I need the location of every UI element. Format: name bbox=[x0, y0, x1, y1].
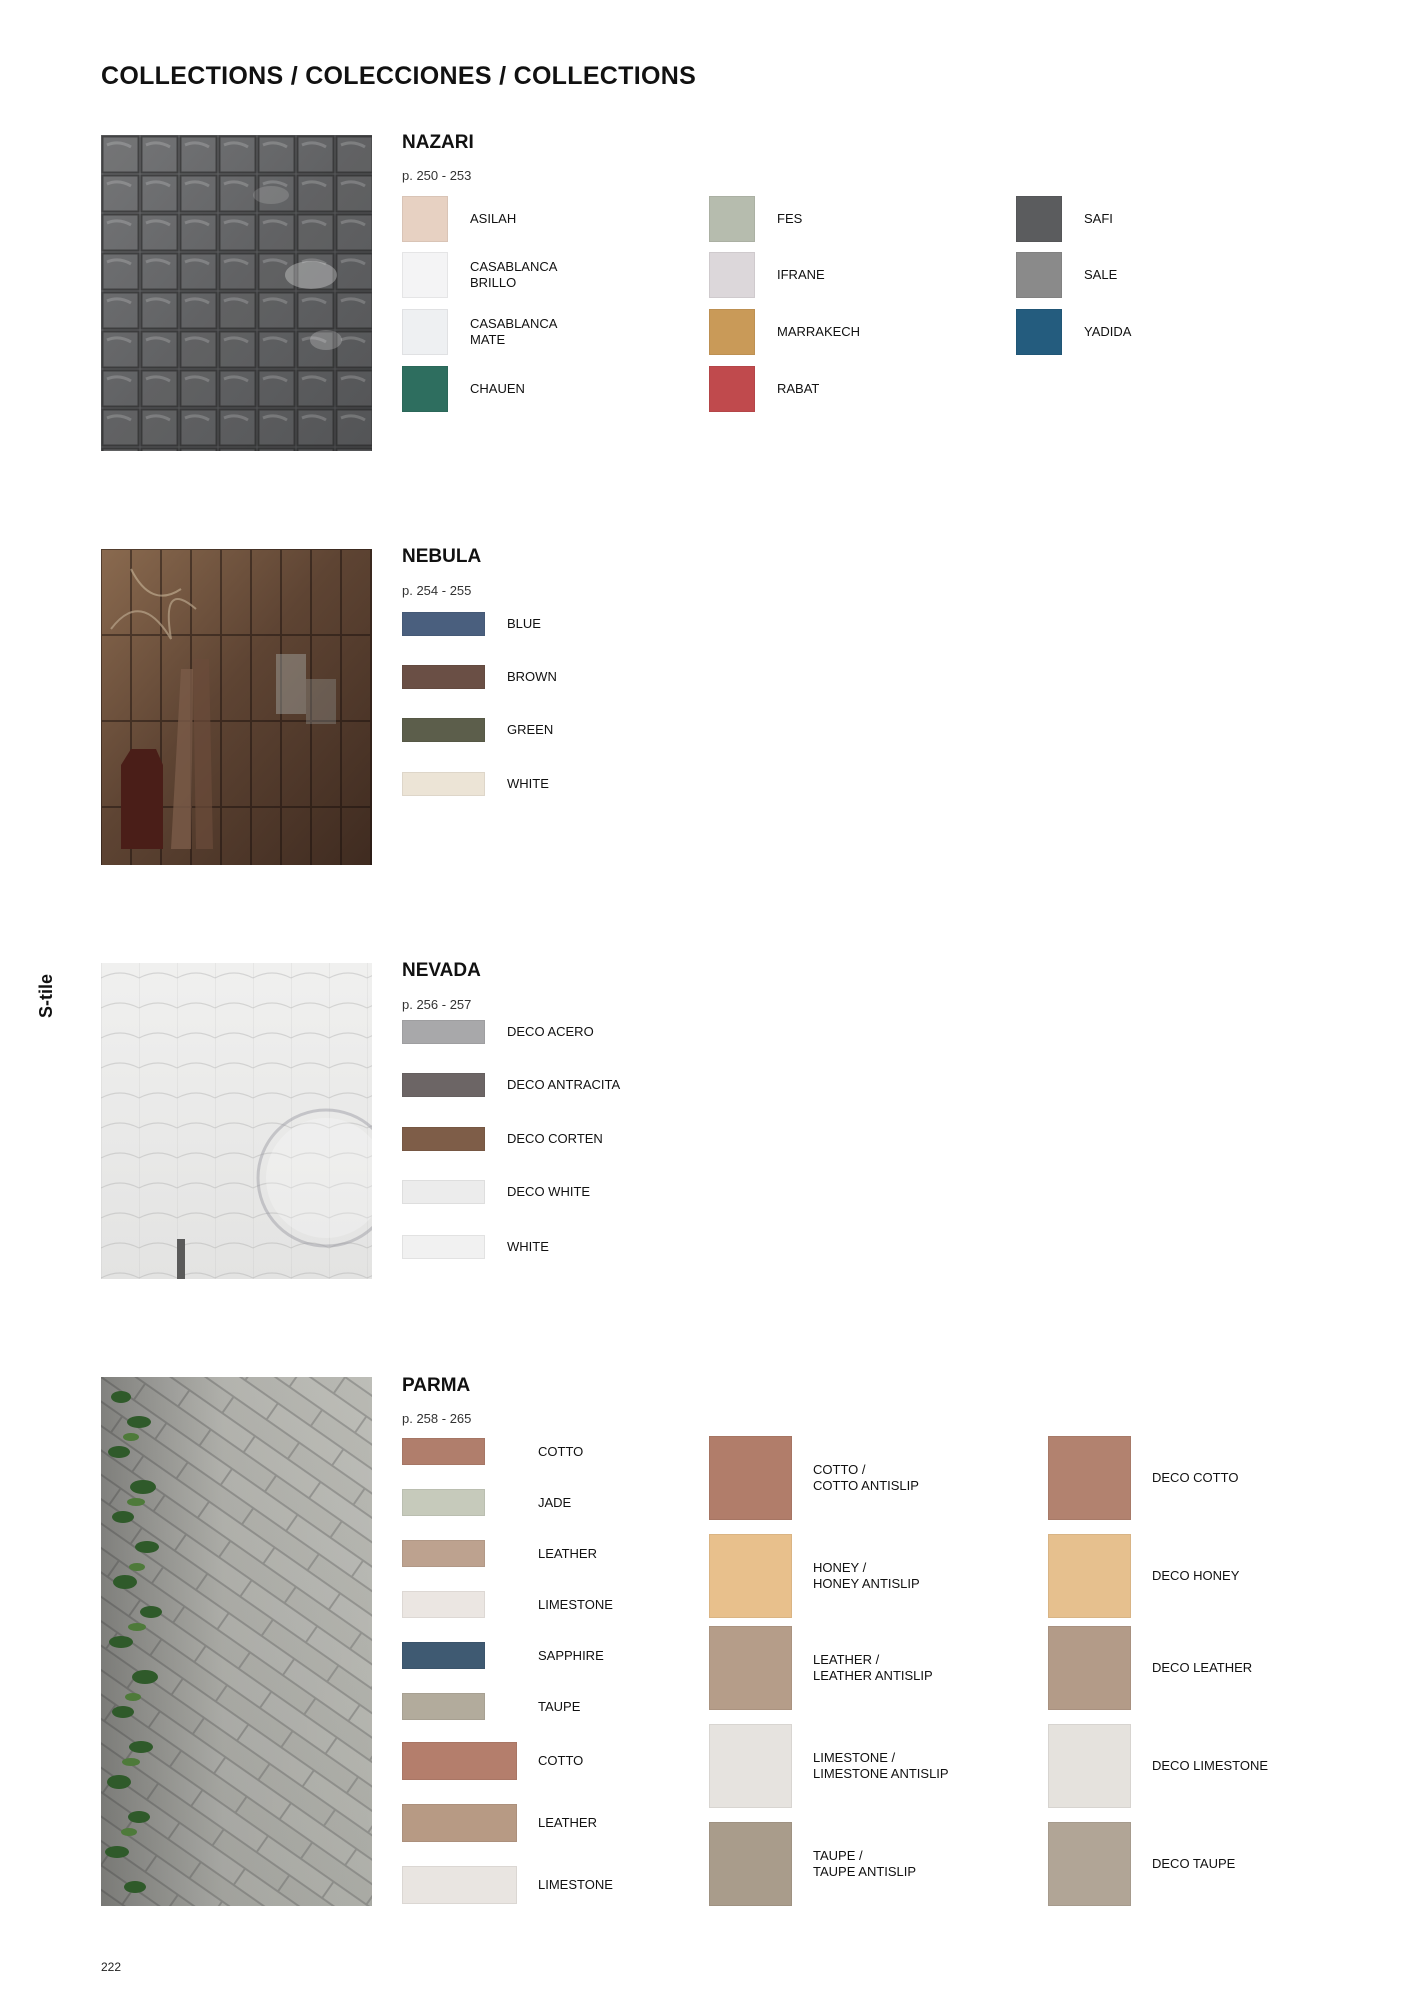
color-label bbox=[1084, 267, 1117, 283]
color-label bbox=[813, 1848, 916, 1880]
color-label bbox=[538, 1444, 583, 1460]
color-swatch bbox=[709, 366, 755, 412]
color-label bbox=[813, 1750, 949, 1782]
color-label bbox=[1152, 1470, 1238, 1486]
color-swatch bbox=[402, 1540, 485, 1567]
color-swatch bbox=[709, 1822, 792, 1906]
color-label bbox=[470, 259, 557, 291]
color-label bbox=[1152, 1568, 1239, 1584]
color-swatch bbox=[1016, 309, 1062, 355]
color-label bbox=[507, 776, 549, 792]
color-swatch bbox=[709, 1436, 792, 1520]
color-swatch bbox=[402, 1020, 485, 1044]
color-label-line: LIMESTONE / bbox=[813, 1750, 896, 1765]
color-label-line: DECO CORTEN bbox=[507, 1131, 603, 1146]
color-swatch bbox=[402, 718, 485, 742]
color-label bbox=[470, 316, 557, 348]
color-swatch bbox=[709, 252, 755, 298]
color-label bbox=[538, 1597, 613, 1613]
color-label-line: YADIDA bbox=[1084, 324, 1132, 339]
color-label-line: DECO WHITE bbox=[507, 1184, 591, 1199]
color-label-line: DECO ACERO bbox=[507, 1024, 594, 1039]
color-label-line: DECO COTTO bbox=[1152, 1470, 1239, 1485]
color-label-line: DECO ANTRACITA bbox=[507, 1077, 621, 1092]
color-label-line: BRILLO bbox=[470, 275, 517, 290]
color-swatch bbox=[709, 1724, 792, 1808]
color-swatch bbox=[1016, 196, 1062, 242]
color-label bbox=[813, 1560, 920, 1592]
color-label-line: LIMESTONE bbox=[538, 1877, 613, 1892]
color-label-line: TAUPE / bbox=[813, 1848, 863, 1863]
color-label bbox=[538, 1546, 597, 1562]
color-label-line: IFRANE bbox=[777, 267, 825, 282]
color-label bbox=[538, 1495, 571, 1511]
color-label bbox=[777, 267, 825, 283]
color-label bbox=[777, 381, 819, 397]
color-label-line: LEATHER / bbox=[813, 1652, 880, 1667]
color-label-line: CASABLANCA bbox=[470, 259, 558, 274]
color-label-line: BROWN bbox=[507, 669, 557, 684]
color-label bbox=[1152, 1758, 1268, 1774]
color-swatch bbox=[402, 1642, 485, 1669]
color-swatch bbox=[709, 309, 755, 355]
color-label-line: BLUE bbox=[507, 616, 541, 631]
color-swatch bbox=[1048, 1626, 1131, 1710]
color-label bbox=[507, 1239, 549, 1255]
color-label bbox=[1152, 1856, 1235, 1872]
color-swatch bbox=[402, 612, 485, 636]
color-swatch bbox=[402, 366, 448, 412]
color-label-line: GREEN bbox=[507, 722, 554, 737]
color-label bbox=[538, 1815, 597, 1831]
color-swatch bbox=[402, 1073, 485, 1097]
color-label-line: HONEY / bbox=[813, 1560, 867, 1575]
color-label bbox=[470, 381, 525, 397]
color-swatch bbox=[402, 1127, 485, 1151]
color-label-line: LIMESTONE bbox=[538, 1596, 613, 1612]
color-label-line: HONEY ANTISLIP bbox=[813, 1576, 920, 1591]
nazari-collection-photo bbox=[101, 135, 372, 451]
color-swatch bbox=[402, 252, 448, 298]
color-label-line: JADE bbox=[538, 1494, 572, 1510]
color-label bbox=[1084, 324, 1131, 340]
color-label bbox=[507, 1077, 620, 1093]
color-label bbox=[538, 1753, 583, 1769]
color-label bbox=[507, 1131, 603, 1147]
collection-pages-nebula: p. 254 - 255 bbox=[402, 583, 472, 598]
color-swatch bbox=[709, 196, 755, 242]
collection-pages-nevada: p. 256 - 257 bbox=[402, 997, 472, 1012]
color-swatch bbox=[402, 1866, 517, 1904]
color-swatch bbox=[1048, 1822, 1131, 1906]
color-label-line: CASABLANCA bbox=[470, 316, 558, 331]
color-label-line: LEATHER bbox=[538, 1815, 597, 1830]
color-swatch bbox=[709, 1534, 792, 1618]
collection-title-nebula: NEBULA bbox=[402, 546, 482, 567]
color-label-line: DECO LEATHER bbox=[1152, 1660, 1253, 1675]
color-label bbox=[538, 1648, 604, 1664]
color-label bbox=[507, 1184, 590, 1200]
color-label-line: LEATHER bbox=[538, 1545, 597, 1561]
color-swatch bbox=[1048, 1534, 1131, 1618]
color-label bbox=[538, 1877, 613, 1893]
color-label-line: SAFI bbox=[1084, 211, 1113, 226]
color-swatch bbox=[402, 309, 448, 355]
parma-collection-photo bbox=[101, 1377, 372, 1906]
color-swatch bbox=[402, 1438, 485, 1465]
color-label-line: RABAT bbox=[777, 381, 820, 396]
color-label-line: CHAUEN bbox=[470, 381, 525, 396]
color-swatch bbox=[1048, 1436, 1131, 1520]
color-label bbox=[470, 211, 516, 227]
color-swatch bbox=[402, 1693, 485, 1720]
collection-pages-parma: p. 258 - 265 bbox=[402, 1411, 472, 1426]
color-label-line: LIMESTONE ANTISLIP bbox=[813, 1766, 949, 1781]
color-label-line: WHITE bbox=[507, 1239, 549, 1254]
color-label-line: COTTO bbox=[538, 1443, 584, 1459]
color-label bbox=[777, 324, 860, 340]
color-swatch bbox=[402, 1489, 485, 1516]
color-label bbox=[1152, 1660, 1252, 1676]
color-label-line: COTTO ANTISLIP bbox=[813, 1478, 919, 1493]
color-label-line: DECO HONEY bbox=[1152, 1568, 1240, 1583]
color-label-line: LEATHER ANTISLIP bbox=[813, 1668, 933, 1683]
color-label bbox=[507, 669, 557, 685]
color-swatch bbox=[402, 1742, 517, 1780]
color-label-line: MATE bbox=[470, 332, 506, 347]
color-label-line: SAPPHIRE bbox=[538, 1647, 604, 1663]
collection-pages-nazari: p. 250 - 253 bbox=[402, 168, 472, 183]
color-swatch bbox=[1048, 1724, 1131, 1808]
color-label bbox=[1084, 211, 1113, 227]
collection-title-nazari: NAZARI bbox=[402, 132, 474, 153]
color-label bbox=[813, 1652, 933, 1684]
nebula-collection-photo bbox=[101, 549, 372, 865]
color-label bbox=[777, 211, 802, 227]
collection-title-parma: PARMA bbox=[402, 1375, 471, 1396]
color-label-line: COTTO / bbox=[813, 1462, 866, 1477]
color-label-line: WHITE bbox=[507, 776, 549, 791]
color-swatch bbox=[402, 665, 485, 689]
color-swatch bbox=[402, 1804, 517, 1842]
color-label-line: COTTO bbox=[538, 1753, 584, 1768]
color-label bbox=[507, 1024, 594, 1040]
side-label: S-tile bbox=[36, 974, 56, 1019]
color-label-line: DECO LIMESTONE bbox=[1152, 1758, 1269, 1773]
color-swatch bbox=[709, 1626, 792, 1710]
color-swatch bbox=[402, 1235, 485, 1259]
color-label-line: SALE bbox=[1084, 267, 1118, 282]
color-swatch bbox=[402, 1180, 485, 1204]
color-label bbox=[507, 616, 541, 632]
color-swatch bbox=[402, 1591, 485, 1618]
color-label bbox=[813, 1462, 919, 1494]
color-swatch bbox=[402, 772, 485, 796]
color-label-line: DECO TAUPE bbox=[1152, 1856, 1236, 1871]
color-label bbox=[507, 722, 553, 738]
color-swatch bbox=[402, 196, 448, 242]
color-label-line: FES bbox=[777, 211, 803, 226]
color-label-line: TAUPE bbox=[538, 1698, 581, 1714]
collection-title-nevada: NEVADA bbox=[402, 960, 481, 981]
page-number: 222 bbox=[101, 1960, 122, 1974]
nevada-collection-photo bbox=[101, 963, 372, 1279]
page-title: COLLECTIONS / COLECCIONES / COLLECTIONS bbox=[101, 62, 697, 90]
color-label-line: TAUPE ANTISLIP bbox=[813, 1864, 917, 1879]
color-swatch bbox=[1016, 252, 1062, 298]
color-label bbox=[538, 1699, 580, 1715]
color-label-line: MARRAKECH bbox=[777, 324, 861, 339]
color-label-line: ASILAH bbox=[470, 211, 517, 226]
